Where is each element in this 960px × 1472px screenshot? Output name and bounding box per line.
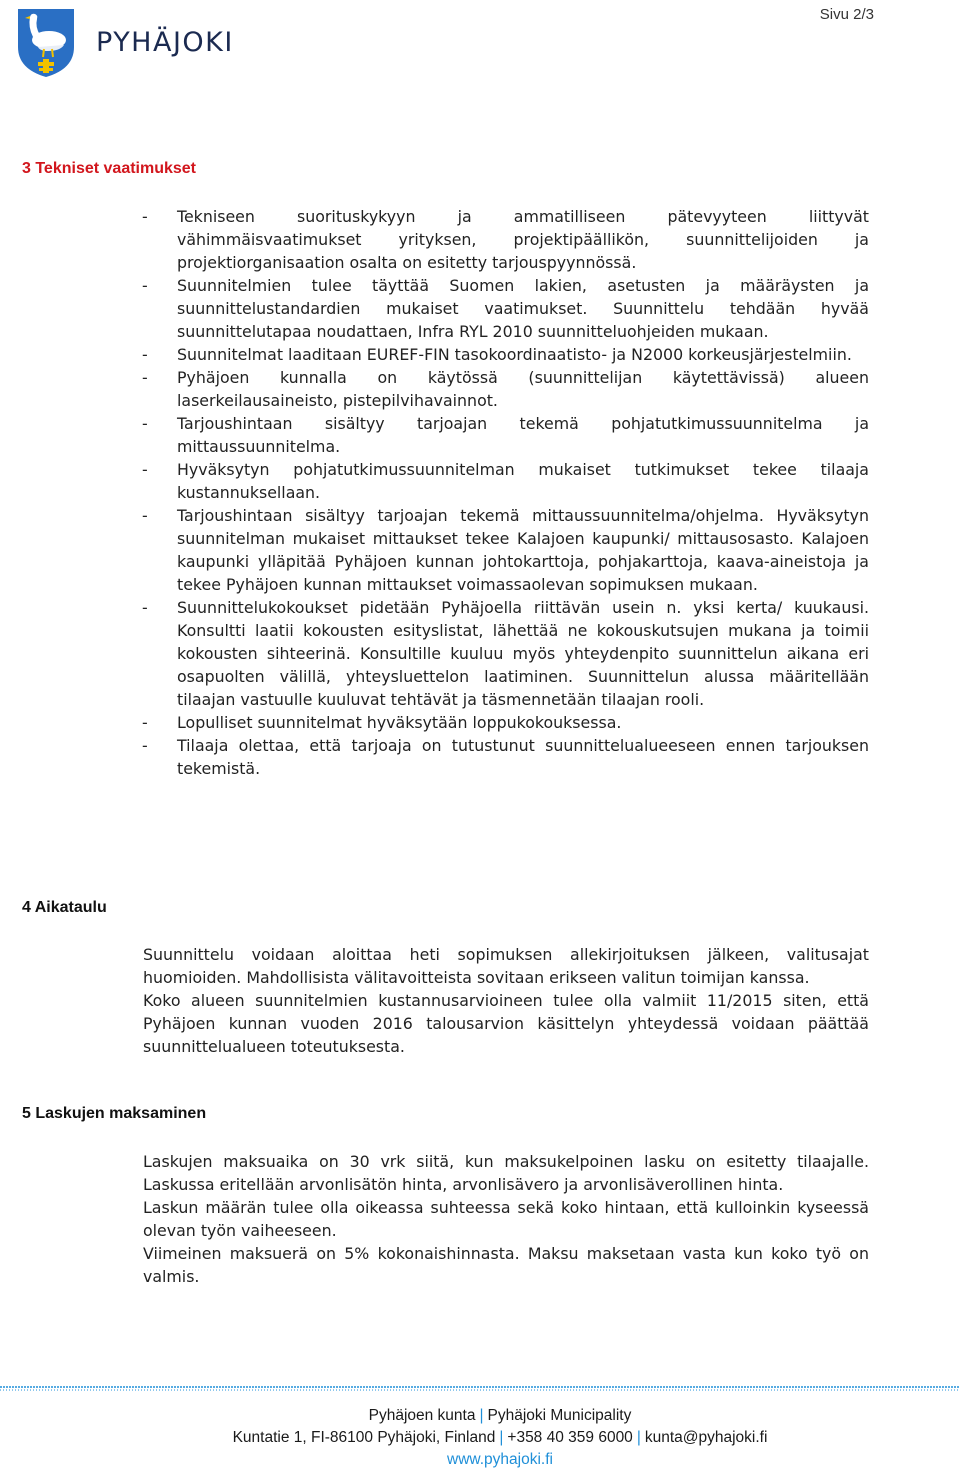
list-item: - Tekniseen suorituskykyyn ja ammatilliseen pätevyyteen liittyvät vähimmäisvaatimukset yrityksen, projektipäällikön, suunnittelijoiden ja projektiorganisaation osalta on esitetty tarjouspyynnössä. <box>142 207 869 272</box>
list-item: - Tarjoushintaan sisältyy tarjoajan tekemä pohjatutkimussuunnitelma ja mittaussuunnitelma. <box>142 414 869 456</box>
list-item-text: Tilaaja olettaa, että tarjoaja on tutustunut suunnittelualueeseen ennen tarjouksen tekemistä. <box>177 736 869 778</box>
list-item: - Hyväksytyn pohjatutkimussuunnitelman mukaiset tutkimukset tekee tilaaja kustannuksellaan. <box>142 460 869 502</box>
paragraph: Koko alueen suunnitelmien kustannusarvioineen tulee olla valmiit 11/2015 siten, että Pyhäjoen kunnan vuoden 2016 talousarvion käsittelyn yhteydessä voidaan päättää suunnittelualueen toteutuksesta. <box>143 991 869 1056</box>
footer-org-line <box>0 1405 960 1427</box>
footer-website-link[interactable]: www.pyhajoki.fi <box>447 1451 553 1468</box>
list-item: - Tilaaja olettaa, että tarjoaja on tutustunut suunnittelualueeseen ennen tarjouksen tekemistä. <box>142 736 869 778</box>
list-item-text: Suunnitelmat laaditaan EUREF-FIN tasokoordinaatisto- ja N2000 korkeusjärjestelmiin. <box>177 345 852 364</box>
invoicing-text <box>143 1150 869 1288</box>
footer-phone: +358 40 359 6000 <box>507 1429 633 1446</box>
list-item-text: Hyväksytyn pohjatutkimussuunnitelman mukaiset tutkimukset tekee tilaaja kustannuksellaan. <box>177 460 869 502</box>
footer-web-line <box>0 1449 960 1471</box>
list-item-text: Suunnitelmien tulee täyttää Suomen lakien, asetusten ja määräysten ja suunnittelustandardien mukaiset vaatimukset. Suunnittelu tehdään hyvää suunnittelutapaa noudattaen, Infra RYL 2010 suunnitteluohjeiden mukaan. <box>177 276 869 341</box>
org-name-fi: Pyhäjoen kunta <box>368 1407 476 1424</box>
footer-separator: | <box>479 1407 484 1424</box>
schedule-text <box>143 943 869 1058</box>
logo-text: PYHÄJOKI <box>96 27 234 58</box>
page-number: Sivu 2/3 <box>819 6 874 23</box>
list-item: - Pyhäjoen kunnalla on käytössä (suunnittelijan käytettävissä) alueen laserkeilausaineisto, pistepilvihavainnot. <box>142 368 869 410</box>
list-item-text: Suunnittelukokoukset pidetään Pyhäjoella riittävän usein n. yksi kerta/ kuukausi. Konsultti laatii kokousten esityslistat, lähettää ne kokouskutsujen mukana ja toimii kokousten sihteerinä. Konsultille kuuluu myös yhteydenpito suunnittelun aikana eri osapuolten välillä, yhteysluettelon laatiminen. Suunnittelun alussa määritellään tilaajan vastuulle kuuluvat tehtävät ja täsmennetään tilaajan rooli. <box>177 598 869 709</box>
list-item-text: Tekniseen suorituskykyyn ja ammatilliseen pätevyyteen liittyvät vähimmäisvaatimukset yrityksen, projektipäällikön, suunnittelijoiden ja projektiorganisaation osalta on esitetty tarjouspyynnössä. <box>177 207 869 272</box>
list-item: - Suunnitelmat laaditaan EUREF-FIN tasokoordinaatisto- ja N2000 korkeusjärjestelmiin. <box>142 343 869 366</box>
footer-separator: | <box>636 1429 641 1446</box>
coat-of-arms-icon <box>16 7 76 79</box>
paragraph: Viimeinen maksuerä on 5% kokonaishinnasta. Maksu maksetaan vasta kun koko työ on valmis. <box>143 1244 869 1286</box>
org-name-en: Pyhäjoki Municipality <box>487 1407 632 1424</box>
footer-address: Kuntatie 1, FI-86100 Pyhäjoki, Finland <box>232 1429 496 1446</box>
list-item: - Suunnitelmien tulee täyttää Suomen lakien, asetusten ja määräysten ja suunnittelustandardien mukaiset vaatimukset. Suunnittelu tehdään hyvää suunnittelutapaa noudattaen, Infra RYL 2010 suunnitteluohjeiden mukaan. <box>142 276 869 341</box>
paragraph: Laskun määrän tulee olla oikeassa suhteessa sekä koko hintaan, että kulloinkin kyseessä olevan työn vaiheeseen. <box>143 1198 869 1240</box>
list-item: - Suunnittelukokoukset pidetään Pyhäjoella riittävän usein n. yksi kerta/ kuukausi. Konsultti laatii kokousten esityslistat, lähettää ne kokouskutsujen mukana ja toimii kokousten sihteerinä. Konsultille kuuluu myös yhteydenpito suunnittelun aikana eri osapuolten välillä, yhteysluettelon laatiminen. Suunnittelun alussa määritellään tilaajan vastuulle kuuluvat tehtävät ja täsmennetään tilaajan rooli. <box>142 598 869 709</box>
footer-contact-line <box>0 1427 960 1449</box>
footer-divider <box>0 1385 960 1393</box>
requirements-list <box>142 205 869 780</box>
footer-separator: | <box>499 1429 504 1446</box>
page-footer <box>0 1405 960 1471</box>
section-5-title: 5 Laskujen maksaminen <box>22 1105 207 1122</box>
section-4-title: 4 Aikataulu <box>22 899 107 916</box>
paragraph: Suunnittelu voidaan aloittaa heti sopimuksen allekirjoituksen jälkeen, valitusajat huomioiden. Mahdollisista välitavoitteista sovitaan erikseen valitun toimijan kanssa. <box>143 945 869 987</box>
paragraph: Laskujen maksuaika on 30 vrk siitä, kun maksukelpoinen lasku on esitetty tilaajalle. Laskussa eritellään arvonlisätön hinta, arvonlisävero ja arvonlisäverollinen hinta. <box>143 1152 869 1194</box>
page-header <box>0 0 960 90</box>
footer-email[interactable]: kunta@pyhajoki.fi <box>644 1429 768 1446</box>
list-item-text: Tarjoushintaan sisältyy tarjoajan tekemä mittaussuunnitelma/ohjelma. Hyväksytyn suunnitelman mukaiset mittaukset tekee Kalajoen kaupunki/ mittausosasto. Kalajoen kaupunki ylläpitää Pyhäjoen kunnan johtokarttoja, pohjakarttoja, kaava-aineistoja ja tekee Pyhäjoen kunnan mittaukset voimassaolevan sopimuksen mukaan. <box>177 506 869 594</box>
section-3-title: 3 Tekniset vaatimukset <box>22 160 197 177</box>
list-item-text: Pyhäjoen kunnalla on käytössä (suunnittelijan käytettävissä) alueen laserkeilausaineisto, pistepilvihavainnot. <box>177 368 869 410</box>
list-item-text: Tarjoushintaan sisältyy tarjoajan tekemä pohjatutkimussuunnitelma ja mittaussuunnitelma. <box>177 414 869 456</box>
list-item-text: Lopulliset suunnitelmat hyväksytään loppukokouksessa. <box>177 713 622 732</box>
list-item: - Tarjoushintaan sisältyy tarjoajan tekemä mittaussuunnitelma/ohjelma. Hyväksytyn suunnitelman mukaiset mittaukset tekee Kalajoen kaupunki/ mittausosasto. Kalajoen kaupunki ylläpitää Pyhäjoen kunnan johtokarttoja, pohjakarttoja, kaava-aineistoja ja tekee Pyhäjoen kunnan mittaukset voimassaolevan sopimuksen mukaan. <box>142 506 869 594</box>
list-item: - Lopulliset suunnitelmat hyväksytään loppukokouksessa. <box>142 711 869 734</box>
